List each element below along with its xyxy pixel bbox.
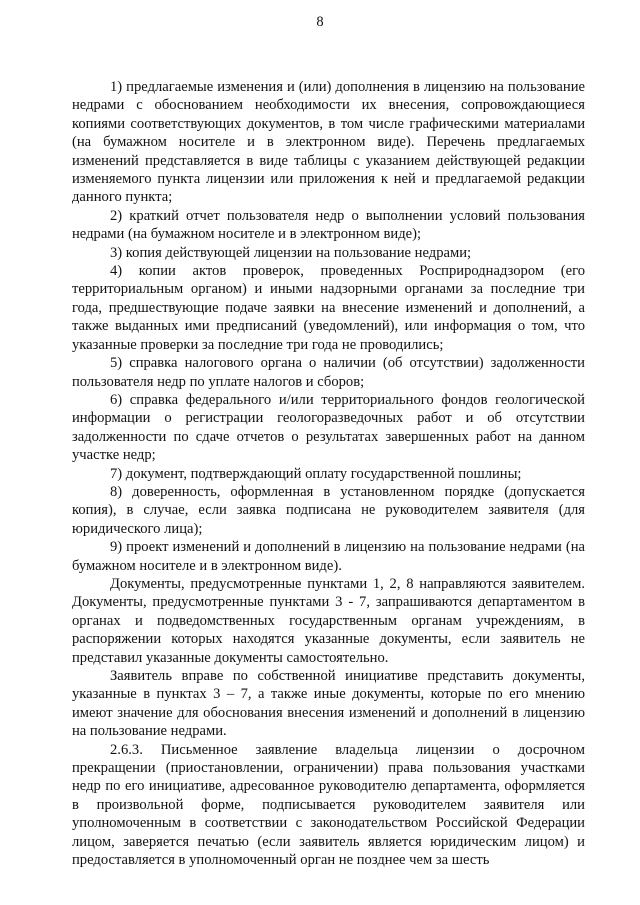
paragraph-item-1: 1) предлагаемые изменения и (или) дополнения в лицензию на пользование недрами с обоснованием необходимости их внесения, сопровождающиеся копиями соответствующих документов, в том числе графическими материалами (на бумажном носителе и в электронном виде). Перечень предлагаемых изменений представляется в виде таблицы с указанием действующей редакции изменяемого пункта лицензии или приложения к ней и предлагаемой редакции данного пункта; [72,79,585,206]
paragraph-section-2-6-3: 2.6.3. Письменное заявление владельца лицензии о досрочном прекращении (приостановлении, ограничении) права пользования участками недр по его инициативе, адресованное руководителю департамента, оформляется в произвольной форме, подписывается руководителем заявителя или уполномоченным в соответствии с законодательством Российской Федерации лицом, заверяется печатью (если заявитель является юридическим лицом) и предоставляется в уполномоченный орган не позднее чем за шесть [72,741,585,869]
paragraph-applicant-right: Заявитель вправе по собственной инициативе представить документы, указанные в пунктах 3 – 7, а также иные документы, которые по его мнению имеют значение для обоснования внесения изменений и дополнений в лицензию на пользование недрами. [72,668,585,740]
paragraph-item-8: 8) доверенность, оформленная в установленном порядке (допускается копия), в случае, если заявка подписана не руководителем заявителя (для юридического лица); [72,483,585,537]
paragraph-item-9: 9) проект изменений и дополнений в лицензию на пользование недрами (на бумажном носителе и в электронном виде). [72,539,585,574]
paragraph-item-7: 7) документ, подтверждающий оплату государственной пошлины; [110,465,522,482]
document-body [72,78,585,869]
paragraph-item-5: 5) справка налогового органа о наличии (об отсутствии) задолженности пользователя недр по уплате налогов и сборов; [72,355,585,390]
page-number: 8 [316,14,324,30]
paragraph-item-3: 3) копия действующей лицензии на пользование недрами; [110,244,472,261]
paragraph-item-4: 4) копии актов проверок, проведенных Росприроднадзором (его территориальным органом) и иными надзорными органами за последние три года, предшествующие подаче заявки на внесение изменений и дополнений, а также выданных ими предписаний (уведомлений), или информация о том, что указанные проверки за последние три года не проводились; [72,263,585,353]
paragraph-item-2: 2) краткий отчет пользователя недр о выполнении условий пользования недрами (на бумажном носителе и в электронном виде); [72,207,585,243]
paragraph-item-6: 6) справка федерального и/или территориального фондов геологической информации о регистрации геологоразведочных работ и об отсутствии задолженности по сдаче отчетов о результатах завершенных работ на данном участке недр; [72,391,585,464]
paragraph-documents-sources: Документы, предусмотренные пунктами 1, 2, 8 направляются заявителем. Документы, предусмотренные пунктами 3 - 7, запрашиваются департаментом в органах и подведомственных государственным органам учреждениям, в распоряжении которых находятся указанные документы, если заявитель не представил указанные документы самостоятельно. [72,575,585,666]
